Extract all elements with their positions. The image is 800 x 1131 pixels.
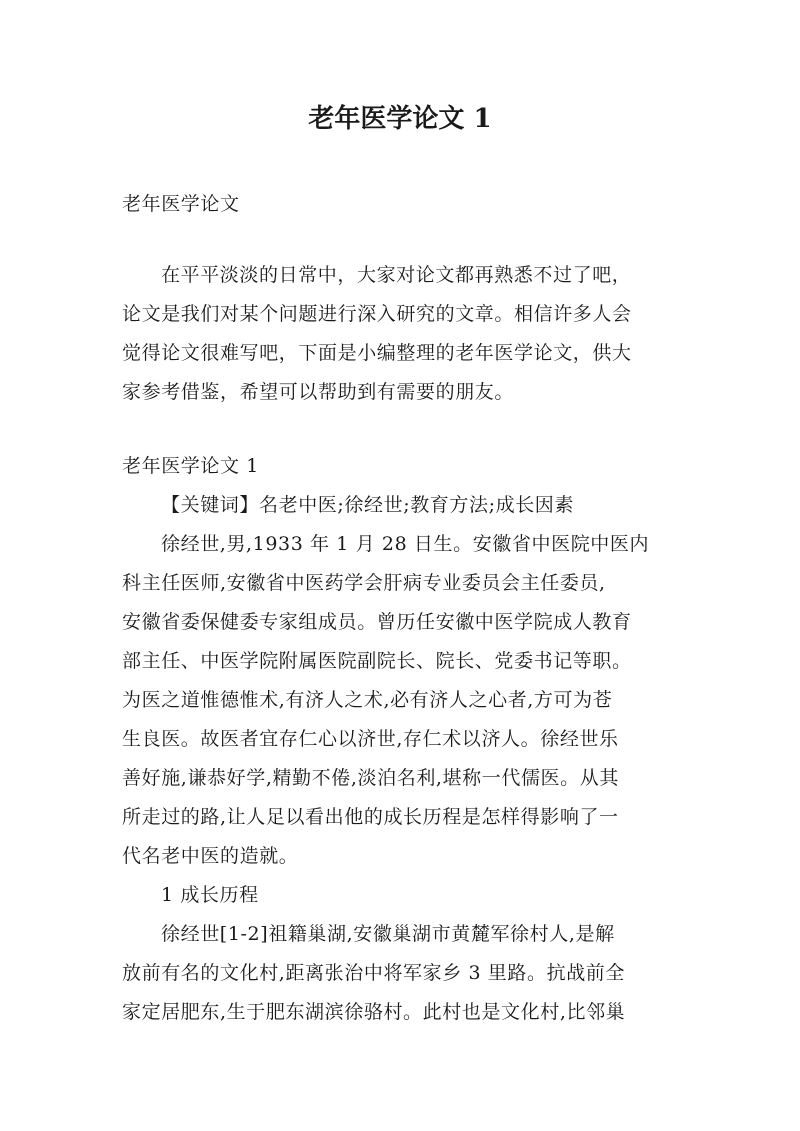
growth-line: 放前有名的文化村,距离张治中将军家乡 3 里路。抗战前全 (122, 962, 626, 984)
subsection-heading: 1 成长历程 (161, 884, 259, 906)
bio-line: 部主任、中医学院附属医院副院长、院长、党委书记等职。 (122, 650, 632, 672)
section-heading: 老年医学论文 1 (122, 455, 259, 477)
document-title: 老年医学论文 1 (308, 104, 492, 134)
bio-line: 善好施,谦恭好学,精勤不倦,淡泊名利,堪称一代儒医。从其 (122, 767, 619, 789)
bio-line: 生良医。故医者宜存仁心以济世,存仁术以济人。徐经世乐 (122, 728, 619, 750)
growth-line: 家定居肥东,生于肥东湖滨徐骆村。此村也是文化村,比邻巢 (122, 1001, 626, 1023)
bio-line: 安徽省委保健委专家组成员。曾历任安徽中医学院成人教育 (122, 611, 632, 633)
intro-line: 觉得论文很难写吧，下面是小编整理的老年医学论文，供大 (122, 342, 632, 364)
bio-line: 为医之道惟德惟术,有济人之术,必有济人之心者,方可为苍 (122, 689, 613, 711)
document-subtitle: 老年医学论文 (122, 193, 240, 215)
bio-line: 徐经世,男,1933 年 1 月 28 日生。安徽省中医院中医内 (161, 533, 650, 555)
intro-line: 论文是我们对某个问题进行深入研究的文章。相信许多人会 (122, 303, 632, 325)
bio-line: 所走过的路,让人足以看出他的成长历程是怎样得影响了一 (122, 806, 619, 828)
growth-line: 徐经世[1-2]祖籍巢湖,安徽巢湖市黄麓军徐村人,是解 (161, 923, 615, 945)
intro-line: 在平平淡淡的日常中，大家对论文都再熟悉不过了吧， (161, 264, 632, 286)
intro-line: 家参考借鉴，希望可以帮助到有需要的朋友。 (122, 381, 515, 403)
keywords-line: 【关键词】名老中医;徐经世;教育方法;成长因素 (161, 494, 575, 516)
bio-line: 代名老中医的造就。 (122, 845, 299, 867)
bio-line: 科主任医师,安徽省中医药学会肝病专业委员会主任委员, (122, 572, 606, 594)
